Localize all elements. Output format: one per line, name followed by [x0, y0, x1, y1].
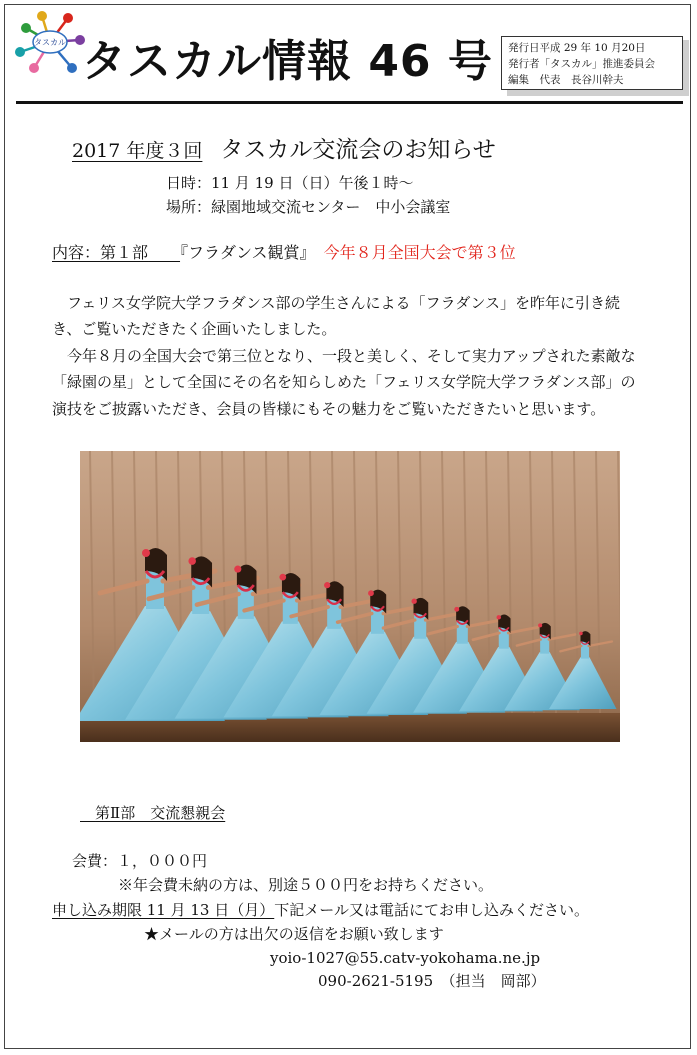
part1-heading [52, 243, 516, 262]
contact-person: （担当 岡部） [448, 972, 546, 990]
newsletter-title: タスカル情報 46 号 [82, 36, 493, 87]
fee-note: ※年会費未納の方は、別途５００円をお持ちください。 [118, 876, 494, 894]
part2-label: 第Ⅱ部 交流懇親会 [95, 804, 226, 822]
mail-note: ★メールの方は出欠の返信をお願い致します [144, 925, 444, 943]
deadline: 申し込み期限 11 月 13 日（月） [52, 901, 275, 919]
fee: 会費：１，０００円 [72, 852, 208, 870]
editor: 編集 代表 長谷川幹夫 [508, 74, 624, 86]
contact-email[interactable]: yoio-1027@55.catv-yokohama.ne.jp [270, 949, 541, 967]
issue-date: 発行日平成 29 年 10 月20日 [508, 42, 646, 54]
event-datetime: 日時：11 月 19 日（日）午後１時〜 [166, 174, 414, 192]
part1-label: 内容：第１部 [52, 243, 149, 262]
part1-highlight: 今年８月全国大会で第３位 [323, 243, 516, 262]
header-rule [16, 101, 683, 104]
event-year: 2017 年度３回 [72, 140, 203, 162]
issuer-box [501, 36, 683, 90]
event-heading [72, 131, 496, 164]
contact-phone[interactable]: 090-2621-5195 [318, 972, 434, 990]
contact-phone-line [318, 972, 546, 990]
part1-description [52, 290, 642, 422]
deadline-rest: 下記メール又は電話にてお申し込みください。 [274, 901, 589, 919]
part1-name: 『フラダンス観賞』 [180, 243, 308, 262]
paragraph-1: フェリス女学院大学フラダンス部の学生さんによる「フラダンス」を昨年に引き続き、ご覧いただきたく企画いたしました。 [52, 294, 621, 339]
taskaru-logo [14, 10, 86, 74]
hula-dance-photo [80, 451, 620, 742]
paragraph-2: 今年８月の全国大会で第三位となり、一段と美しく、そして実力アップされた素敵な「緑園の星」として全国にその名を知らしめた「フェリス女学院大学フラダンス部」の演技をご披露いただき、会員の皆様にもその魅力をご覧いただきたいと思います。 [52, 346, 636, 418]
event-place: 場所：緑園地域交流センター 中小会議室 [166, 198, 451, 216]
part2-heading [80, 804, 225, 822]
publisher: 発行者「タスカル」推進委員会 [508, 58, 655, 70]
event-title: タスカル交流会のお知らせ [220, 137, 496, 163]
logo-text: タスカル [34, 38, 66, 47]
deadline-line [52, 901, 589, 919]
